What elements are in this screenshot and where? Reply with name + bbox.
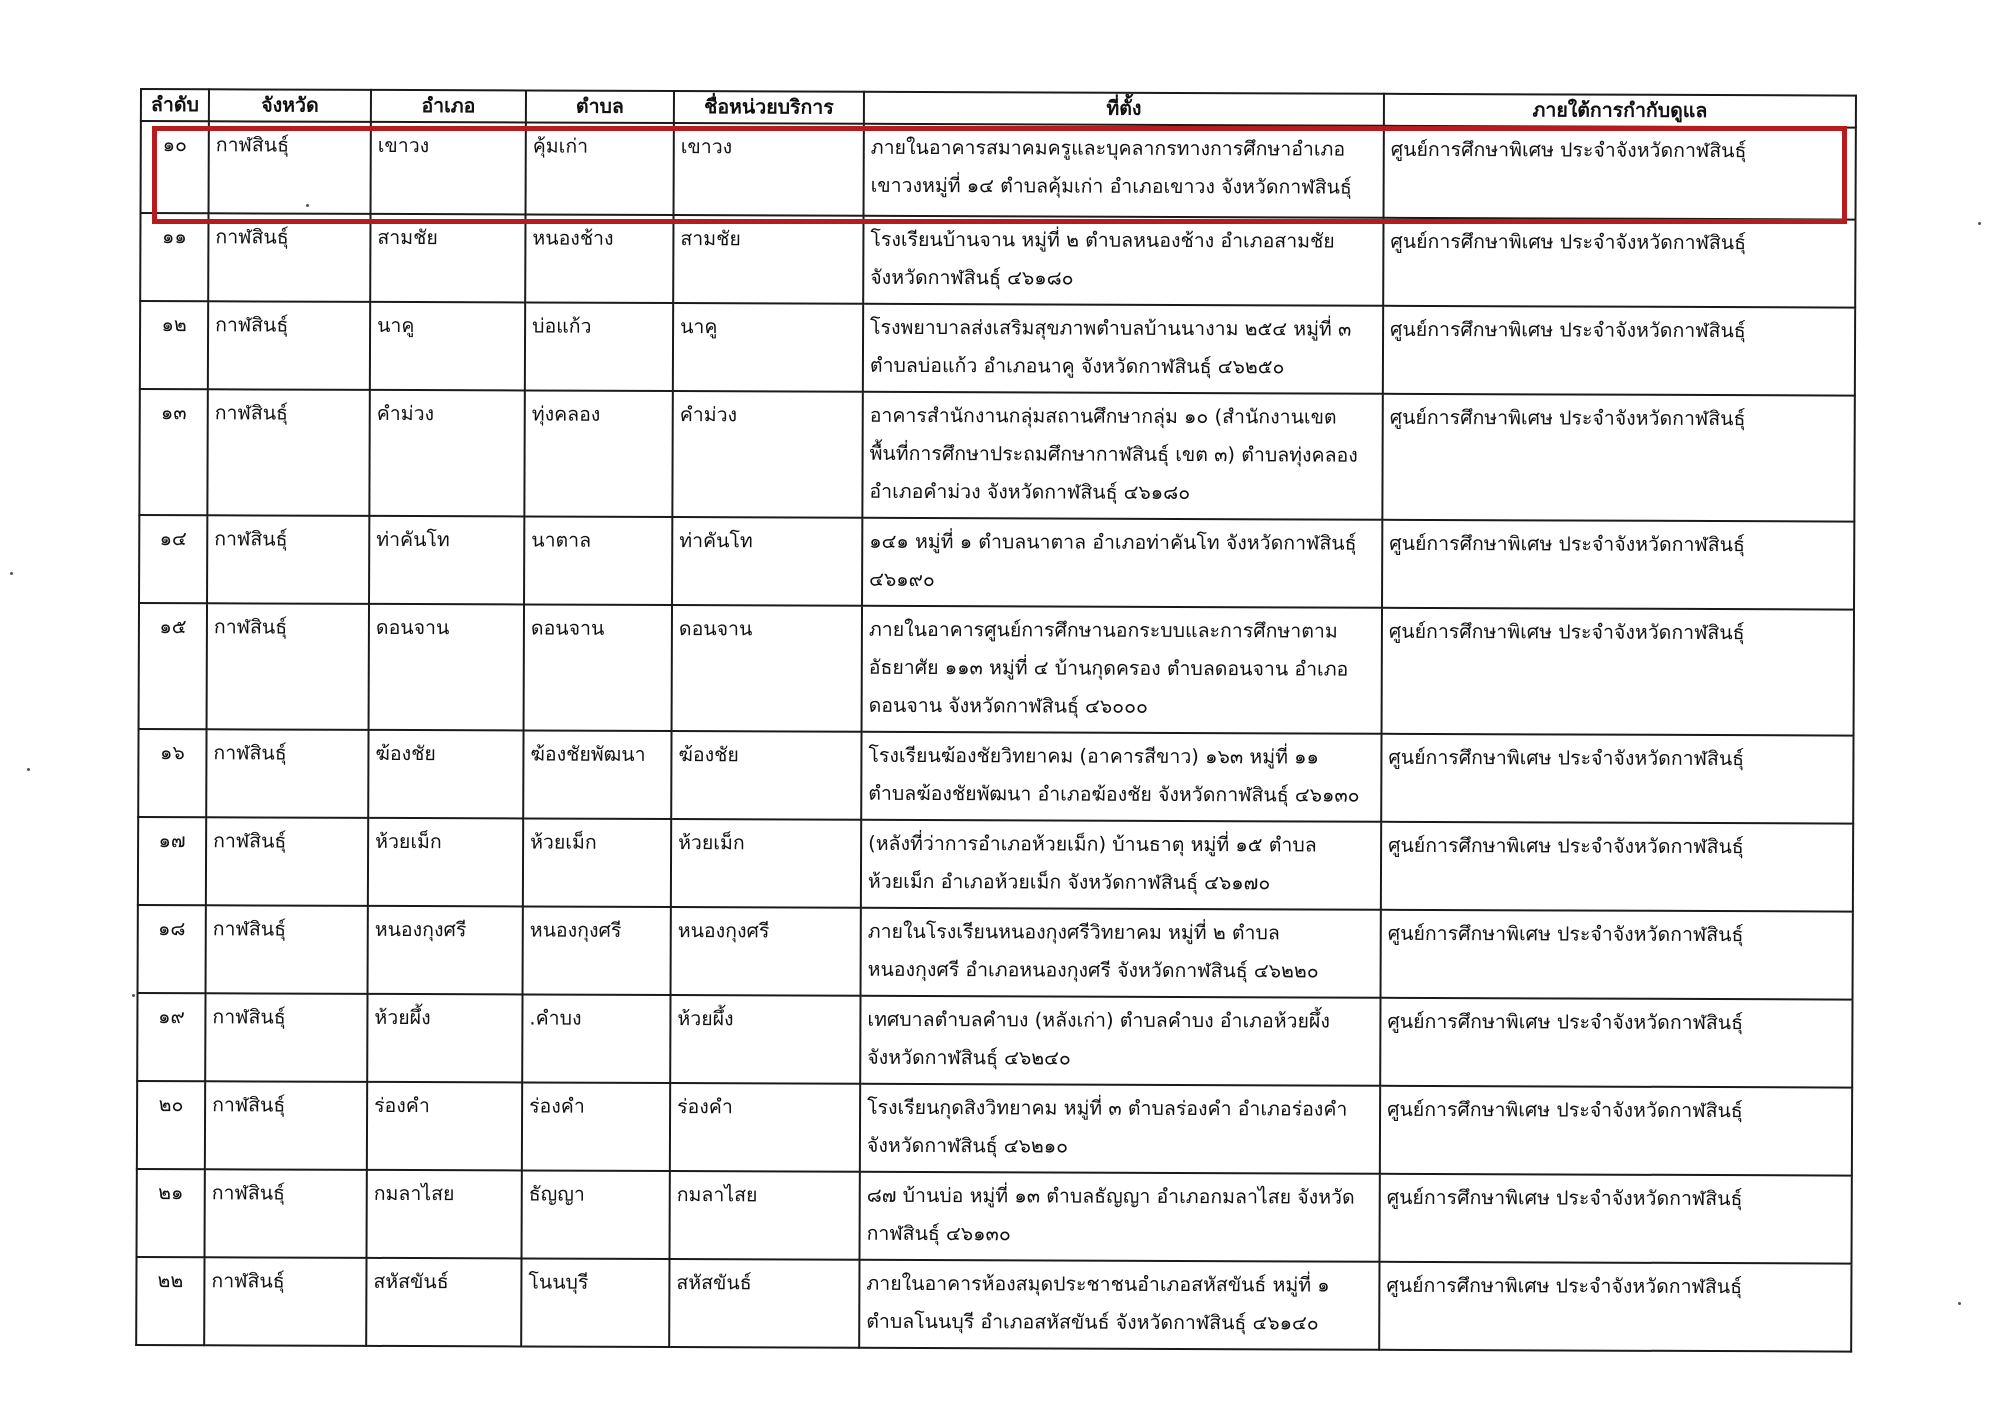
cell-supervisor: ศูนย์การศึกษาพิเศษ ประจำจังหวัดกาฬสินธุ์ — [1381, 910, 1853, 1000]
cell-district: นาคู — [370, 302, 525, 391]
cell-province: กาฬสินธุ์ — [206, 729, 368, 818]
header-no: ลำดับ — [141, 89, 209, 121]
cell-service-unit: ห้วยผึ้ง — [670, 995, 860, 1084]
cell-province: กาฬสินธุ์ — [208, 213, 370, 302]
cell-no: ๑๘ — [138, 905, 206, 993]
cell-subdistrict: ห้วยเม็ก — [523, 818, 671, 907]
cell-subdistrict: ร่องคำ — [522, 1082, 670, 1171]
cell-district: กมลาไสย — [367, 1170, 522, 1259]
cell-subdistrict: ฆ้องชัยพัฒนา — [523, 730, 671, 819]
table-row — [139, 515, 1854, 610]
cell-no: ๒๐ — [137, 1081, 205, 1169]
cell-supervisor: ศูนย์การศึกษาพิเศษ ประจำจังหวัดกาฬสินธุ์ — [1383, 218, 1855, 308]
cell-district: ร่องคำ — [367, 1082, 522, 1171]
header-supervisor: ภายใต้การกำกับดูแล — [1384, 94, 1856, 128]
header-province: จังหวัด — [209, 89, 371, 122]
scan-speck — [1978, 222, 1981, 225]
table-row — [139, 389, 1854, 522]
cell-district: คำม่วง — [369, 390, 524, 517]
cell-province: กาฬสินธุ์ — [207, 515, 369, 604]
cell-no: ๑๓ — [139, 389, 207, 515]
cell-location: โรงพยาบาลส่งเสริมสุขภาพตำบลบ้านนางาม ๒๕๔ หมู่ที่ ๓ ตำบลบ่อแก้ว อำเภอนาคู จังหวัดกาฬสินธุ์ ๔๖๒๕๐ — [863, 304, 1383, 394]
cell-subdistrict: ดอนจาน — [524, 604, 672, 731]
cell-no: ๑๖ — [138, 729, 206, 817]
cell-district: ท่าคันโท — [369, 516, 524, 605]
cell-district: หนองกุงศรี — [368, 906, 523, 995]
cell-location: โรงเรียนกุดสิงวิทยาคม หมู่ที่ ๓ ตำบลร่องคำ อำเภอร่องคำ จังหวัดกาฬสินธุ์ ๔๖๒๑๐ — [860, 1084, 1380, 1174]
scan-speck — [27, 768, 30, 771]
cell-district: สหัสขันธ์ — [366, 1258, 521, 1347]
header-service-unit: ชื่อหน่วยบริการ — [674, 91, 864, 124]
cell-supervisor: ศูนย์การศึกษาพิเศษ ประจำจังหวัดกาฬสินธุ์ — [1381, 822, 1853, 912]
cell-no: ๑๕ — [139, 603, 207, 729]
table-row — [140, 213, 1855, 308]
cell-supervisor: ศูนย์การศึกษาพิเศษ ประจำจังหวัดกาฬสินธุ์ — [1382, 394, 1854, 522]
cell-subdistrict: ธัญญา — [522, 1170, 670, 1259]
cell-location: โรงเรียนฆ้องชัยวิทยาคม (อาคารสีขาว) ๑๖๓ หมู่ที่ ๑๑ ตำบลฆ้องชัยพัฒนา อำเภอฆ้องชัย จังหวัดกาฬสินธุ์ ๔๖๑๓๐ — [861, 732, 1381, 822]
cell-service-unit: ห้วยเม็ก — [671, 819, 861, 908]
cell-province: กาฬสินธุ์ — [206, 905, 368, 994]
cell-supervisor: ศูนย์การศึกษาพิเศษ ประจำจังหวัดกาฬสินธุ์ — [1382, 520, 1854, 610]
cell-district: ฆ้องชัย — [368, 730, 523, 819]
table-row — [138, 729, 1853, 824]
cell-province: กาฬสินธุ์ — [208, 301, 370, 390]
cell-service-unit: สามชัย — [673, 215, 863, 304]
cell-location: เทศบาลตำบลคำบง (หลังเก่า) ตำบลคำบง อำเภอห้วยผึ้ง จังหวัดกาฬสินธุ์ ๔๖๒๔๐ — [860, 996, 1380, 1086]
cell-supervisor: ศูนย์การศึกษาพิเศษ ประจำจังหวัดกาฬสินธุ์ — [1383, 306, 1855, 396]
table-row — [137, 1169, 1852, 1264]
cell-subdistrict: นาตาล — [524, 516, 672, 605]
cell-location: โรงเรียนบ้านจาน หมู่ที่ ๒ ตำบลหนองช้าง อำเภอสามชัย จังหวัดกาฬสินธุ์ ๔๖๑๘๐ — [863, 216, 1383, 306]
table-row — [138, 905, 1853, 1000]
table-row — [137, 993, 1852, 1088]
cell-service-unit: เขาวง — [674, 123, 864, 216]
cell-service-unit: นาคู — [673, 303, 863, 392]
cell-service-unit: ท่าคันโท — [672, 517, 862, 606]
cell-location: (หลังที่ว่าการอำเภอห้วยเม็ก) บ้านธาตุ หมู่ที่ ๑๕ ตำบลห้วยเม็ก อำเภอห้วยเม็ก จังหวัดกาฬสินธุ์ ๔๖๑๗๐ — [861, 820, 1381, 910]
header-subdistrict: ตำบล — [526, 90, 674, 123]
table-row — [141, 121, 1856, 220]
service-unit-table — [135, 88, 1857, 1353]
scan-speck — [306, 204, 309, 207]
cell-supervisor: ศูนย์การศึกษาพิเศษ ประจำจังหวัดกาฬสินธุ์ — [1379, 1262, 1851, 1352]
cell-district: ดอนจาน — [369, 604, 524, 731]
scan-speck — [1958, 1302, 1961, 1305]
cell-service-unit: กมลาไสย — [670, 1171, 860, 1260]
cell-no: ๑๐ — [141, 121, 209, 213]
cell-location: ๑๔๑ หมู่ที่ ๑ ตำบลนาตาล อำเภอท่าคันโท จังหวัดกาฬสินธุ์ ๔๖๑๙๐ — [862, 518, 1382, 608]
cell-service-unit: คำม่วง — [672, 391, 862, 518]
cell-district: ห้วยเม็ก — [368, 818, 523, 907]
cell-district: เขาวง — [371, 122, 526, 215]
cell-no: ๒๒ — [136, 1257, 204, 1345]
cell-location: ภายในอาคารศูนย์การศึกษานอกระบบและการศึกษาตามอัธยาศัย ๑๑๓ หมู่ที่ ๔ บ้านกุดครอง ตำบลดอนจาน อำเภอดอนจาน จังหวัดกาฬสินธุ์ ๔๖๐๐๐ — [862, 606, 1382, 734]
cell-no: ๑๒ — [140, 301, 208, 389]
cell-service-unit: สหัสขันธ์ — [669, 1259, 859, 1348]
cell-location: ๘๗ บ้านบ่อ หมู่ที่ ๑๓ ตำบลธัญญา อำเภอกมลาไสย จังหวัดกาฬสินธุ์ ๔๖๑๓๐ — [860, 1172, 1380, 1262]
scan-speck — [10, 572, 13, 575]
cell-location: ภายในอาคารสมาคมครูและบุคลากรทางการศึกษาอำเภอเขาวงหมู่ที่ ๑๔ ตำบลคุ้มเก่า อำเภอเขาวง จังหวัดกาฬสินธุ์ — [864, 124, 1384, 218]
cell-no: ๑๔ — [139, 515, 207, 603]
cell-province: กาฬสินธุ์ — [207, 603, 369, 730]
cell-subdistrict: ทุ่งคลอง — [524, 390, 672, 517]
header-district: อำเภอ — [371, 90, 526, 123]
cell-service-unit: ฆ้องชัย — [671, 731, 861, 820]
scan-speck — [132, 994, 135, 997]
table-row — [139, 603, 1854, 736]
cell-subdistrict: โนนบุรี — [521, 1258, 669, 1347]
cell-no: ๑๙ — [137, 993, 205, 1081]
table-row — [140, 301, 1855, 396]
table-row — [136, 1257, 1851, 1352]
cell-location: ภายในโรงเรียนหนองกุงศรีวิทยาคม หมู่ที่ ๒ ตำบลหนองกุงศรี อำเภอหนองกุงศรี จังหวัดกาฬสินธุ์ ๔๖๒๒๐ — [861, 908, 1381, 998]
cell-supervisor: ศูนย์การศึกษาพิเศษ ประจำจังหวัดกาฬสินธุ์ — [1381, 734, 1853, 824]
cell-province: กาฬสินธุ์ — [205, 1081, 367, 1170]
cell-service-unit: ดอนจาน — [672, 605, 862, 732]
table-row — [137, 1081, 1852, 1176]
cell-no: ๑๑ — [140, 213, 208, 301]
cell-subdistrict: หนองกุงศรี — [523, 906, 671, 995]
cell-no: ๒๑ — [137, 1169, 205, 1257]
cell-district: ห้วยผึ้ง — [367, 994, 522, 1083]
cell-province: กาฬสินธุ์ — [205, 993, 367, 1082]
cell-supervisor: ศูนย์การศึกษาพิเศษ ประจำจังหวัดกาฬสินธุ์ — [1384, 126, 1856, 220]
cell-service-unit: หนองกุงศรี — [671, 907, 861, 996]
cell-subdistrict: บ่อแก้ว — [525, 302, 673, 391]
cell-subdistrict: หนองช้าง — [525, 214, 673, 303]
cell-no: ๑๗ — [138, 817, 206, 905]
cell-subdistrict: คุ้มเก่า — [526, 122, 674, 215]
cell-province: กาฬสินธุ์ — [209, 121, 371, 214]
cell-province: กาฬสินธุ์ — [207, 389, 369, 516]
cell-supervisor: ศูนย์การศึกษาพิเศษ ประจำจังหวัดกาฬสินธุ์ — [1380, 1174, 1852, 1264]
cell-subdistrict: .คำบง — [522, 994, 670, 1083]
cell-district: สามชัย — [370, 214, 525, 303]
cell-service-unit: ร่องคำ — [670, 1083, 860, 1172]
table-row — [138, 817, 1853, 912]
cell-province: กาฬสินธุ์ — [206, 817, 368, 906]
cell-province: กาฬสินธุ์ — [205, 1169, 367, 1258]
cell-supervisor: ศูนย์การศึกษาพิเศษ ประจำจังหวัดกาฬสินธุ์ — [1380, 1086, 1852, 1176]
cell-location: อาคารสำนักงานกลุ่มสถานศึกษากลุ่ม ๑๐ (สำนักงานเขตพื้นที่การศึกษาประถมศึกษากาฬสินธุ์ เขต ๓) ตำบลทุ่งคลอง อำเภอคำม่วง จังหวัดกาฬสินธุ์ ๔๖๑๘๐ — [862, 392, 1382, 520]
cell-supervisor: ศูนย์การศึกษาพิเศษ ประจำจังหวัดกาฬสินธุ์ — [1380, 998, 1852, 1088]
header-location: ที่ตั้ง — [864, 92, 1384, 126]
cell-supervisor: ศูนย์การศึกษาพิเศษ ประจำจังหวัดกาฬสินธุ์ — [1382, 608, 1854, 736]
cell-location: ภายในอาคารห้องสมุดประชาชนอำเภอสหัสขันธ์ หมู่ที่ ๑ ตำบลโนนบุรี อำเภอสหัสขันธ์ จังหวัดกาฬสินธุ์ ๔๖๑๔๐ — [859, 1260, 1379, 1350]
cell-province: กาฬสินธุ์ — [204, 1257, 366, 1346]
